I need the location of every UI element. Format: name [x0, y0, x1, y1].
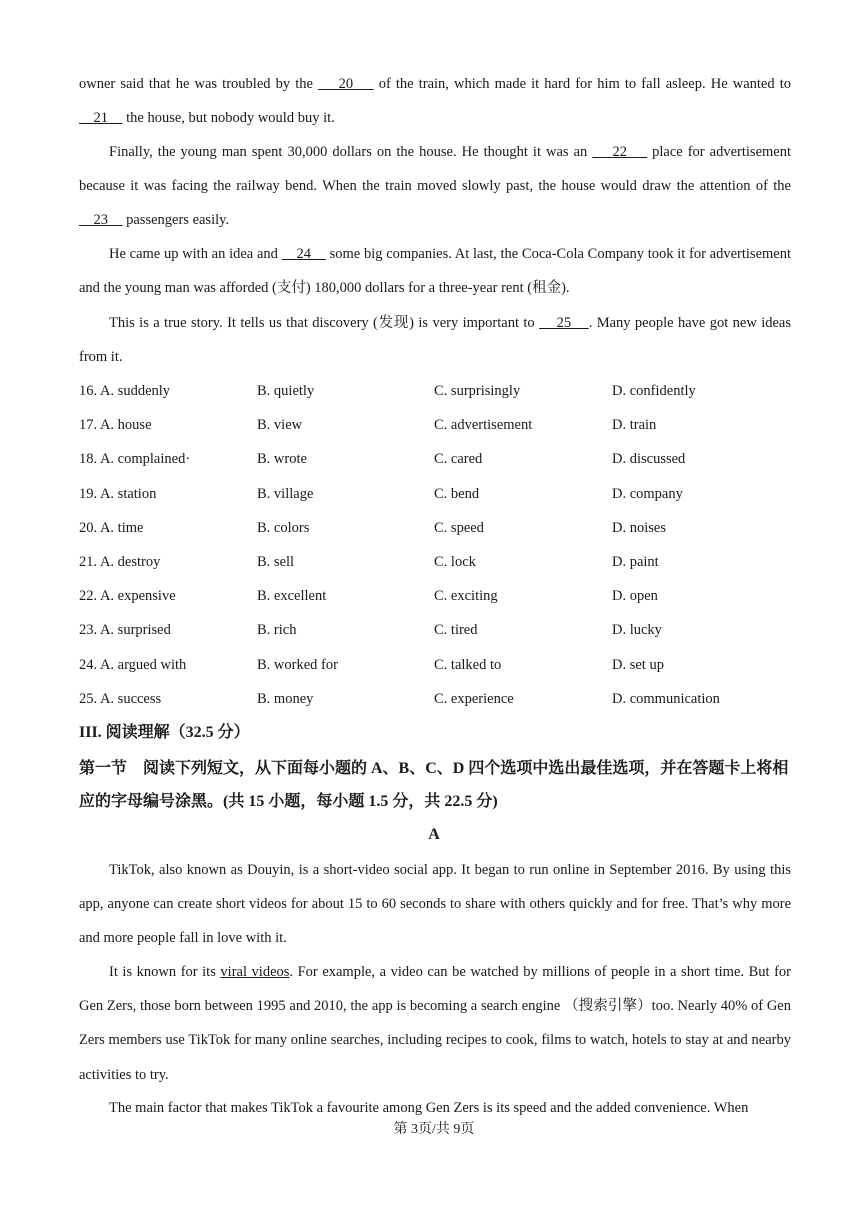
- option-a: 22. A. expensive: [79, 588, 176, 605]
- passage-title: A: [428, 826, 440, 843]
- text-run: of the train, which made it hard for him to fall asleep. He wanted to: [373, 76, 792, 92]
- option-a: 19. A. station: [79, 485, 157, 502]
- passage-paragraph-2: [79, 135, 791, 238]
- option-c: C. experience: [434, 690, 514, 707]
- text-run: passengers easily.: [122, 212, 230, 229]
- text-run: . For example, a video can be watched by millions of people in a short time. But for Gen Zers, those born between 1995 and 2010, the app is becoming a search engine （搜索引擎）too. Nearly 40% of Gen Zers members use TikTok for many online searches, including recipes to cook, films to watch, hotels to stay at and nearby activities to try.: [79, 964, 791, 1083]
- page-footer: 第 3页/共 9页: [393, 1122, 475, 1137]
- option-b: B. quietly: [257, 383, 315, 399]
- blank-21: 21: [79, 110, 123, 127]
- option-b: B. village: [257, 485, 314, 502]
- option-a: 18. A. complained·: [79, 451, 191, 468]
- option-row-16: [79, 374, 791, 408]
- option-a: 17. A. house: [79, 417, 152, 434]
- option-d: D. open: [612, 588, 658, 605]
- answer-options: [79, 374, 791, 716]
- option-a: 21. A. destroy: [79, 553, 161, 570]
- text-run: . Many people have got new ideas from it.: [79, 315, 791, 366]
- text-run: place for advertisement because it was facing the railway bend. When the train moved slowly past, the house would draw the attention of the: [79, 144, 791, 195]
- underlined-term: viral videos: [220, 964, 290, 980]
- option-b: B. excellent: [257, 588, 327, 605]
- option-c: C. tired: [434, 622, 478, 639]
- option-row-21: [79, 545, 791, 579]
- text-run: This is a true story. It tells us that discovery (发现) is very important to: [109, 315, 540, 331]
- option-row-23: [79, 613, 791, 647]
- option-c: C. lock: [434, 553, 476, 570]
- option-b: B. view: [257, 417, 303, 434]
- text-run: It is known for its: [109, 964, 221, 980]
- section-instructions: 第一节 阅读下列短文，从下面每小题的 A、B、C、D 四个选项中选出最佳选项，并在答题卡上将相应的字母编号涂黑。(共 15 小题，每小题 1.5 分，共 22.5 分): [79, 760, 789, 810]
- passage-a-paragraph-1: TikTok, also known as Douyin, is a short-video social app. It began to run online in September 2016. By using this app, anyone can create short videos for about 15 to 60 seconds to share with others quickly and for free. That’s why more and more people fall in love with it.: [79, 862, 791, 947]
- passage-paragraph-4: [79, 306, 791, 374]
- option-b: B. sell: [257, 553, 295, 570]
- option-row-24: [79, 648, 791, 682]
- option-a: 20. A. time: [79, 519, 144, 536]
- option-d: D. communication: [612, 690, 720, 707]
- option-row-22: [79, 579, 791, 613]
- option-c: C. cared: [434, 451, 483, 468]
- option-c: C. advertisement: [434, 417, 533, 434]
- option-d: D. discussed: [612, 451, 686, 468]
- option-c: C. speed: [434, 519, 484, 536]
- text-run: the house, but nobody would buy it.: [122, 110, 335, 127]
- option-d: D. set up: [612, 656, 664, 673]
- section-heading: III. 阅读理解（32.5 分）: [79, 724, 250, 741]
- option-c: C. exciting: [434, 588, 498, 605]
- option-b: B. wrote: [257, 451, 307, 468]
- option-a: 23. A. surprised: [79, 622, 171, 639]
- option-row-19: [79, 477, 791, 511]
- option-row-25: [79, 682, 791, 716]
- option-b: B. money: [257, 690, 314, 707]
- passage-paragraph-3: [79, 237, 791, 305]
- option-d: D. lucky: [612, 622, 662, 639]
- option-d: D. paint: [612, 553, 659, 570]
- option-row-17: [79, 408, 791, 442]
- option-d: D. noises: [612, 519, 666, 536]
- option-a: 25. A. success: [79, 690, 162, 707]
- text-run: owner said that he was troubled by the: [79, 76, 319, 92]
- option-row-18: [79, 442, 791, 476]
- option-a: 24. A. argued with: [79, 656, 187, 673]
- text-run: Finally, the young man spent 30,000 dollars on the house. He thought it was an: [109, 144, 593, 160]
- option-d: D. train: [612, 417, 657, 434]
- blank-20: 20: [318, 76, 374, 92]
- option-b: B. rich: [257, 622, 297, 639]
- text-run: He came up with an idea and: [109, 246, 282, 262]
- option-c: C. surprisingly: [434, 383, 521, 399]
- passage-a-paragraph-3: The main factor that makes TikTok a favourite among Gen Zers is its speed and the added convenience. When: [109, 1100, 749, 1116]
- blank-22: 22: [592, 144, 648, 160]
- option-b: B. worked for: [257, 656, 338, 673]
- passage-a-paragraph-2: [79, 955, 791, 1092]
- passage-paragraph-1: [79, 67, 791, 135]
- option-d: D. company: [612, 485, 683, 502]
- text-run: some big companies. At last, the Coca-Cola Company took it for advertisement and the young man was afforded (支付) 180,000 dollars for a three-year rent (租金).: [79, 246, 791, 297]
- option-a: 16. A. suddenly: [79, 383, 171, 399]
- option-c: C. talked to: [434, 656, 502, 673]
- blank-25: 25: [539, 315, 589, 331]
- option-c: C. bend: [434, 485, 480, 502]
- option-d: D. confidently: [612, 383, 696, 399]
- option-row-20: [79, 511, 791, 545]
- blank-24: 24: [281, 246, 326, 262]
- blank-23: 23: [79, 212, 123, 229]
- option-b: B. colors: [257, 519, 310, 536]
